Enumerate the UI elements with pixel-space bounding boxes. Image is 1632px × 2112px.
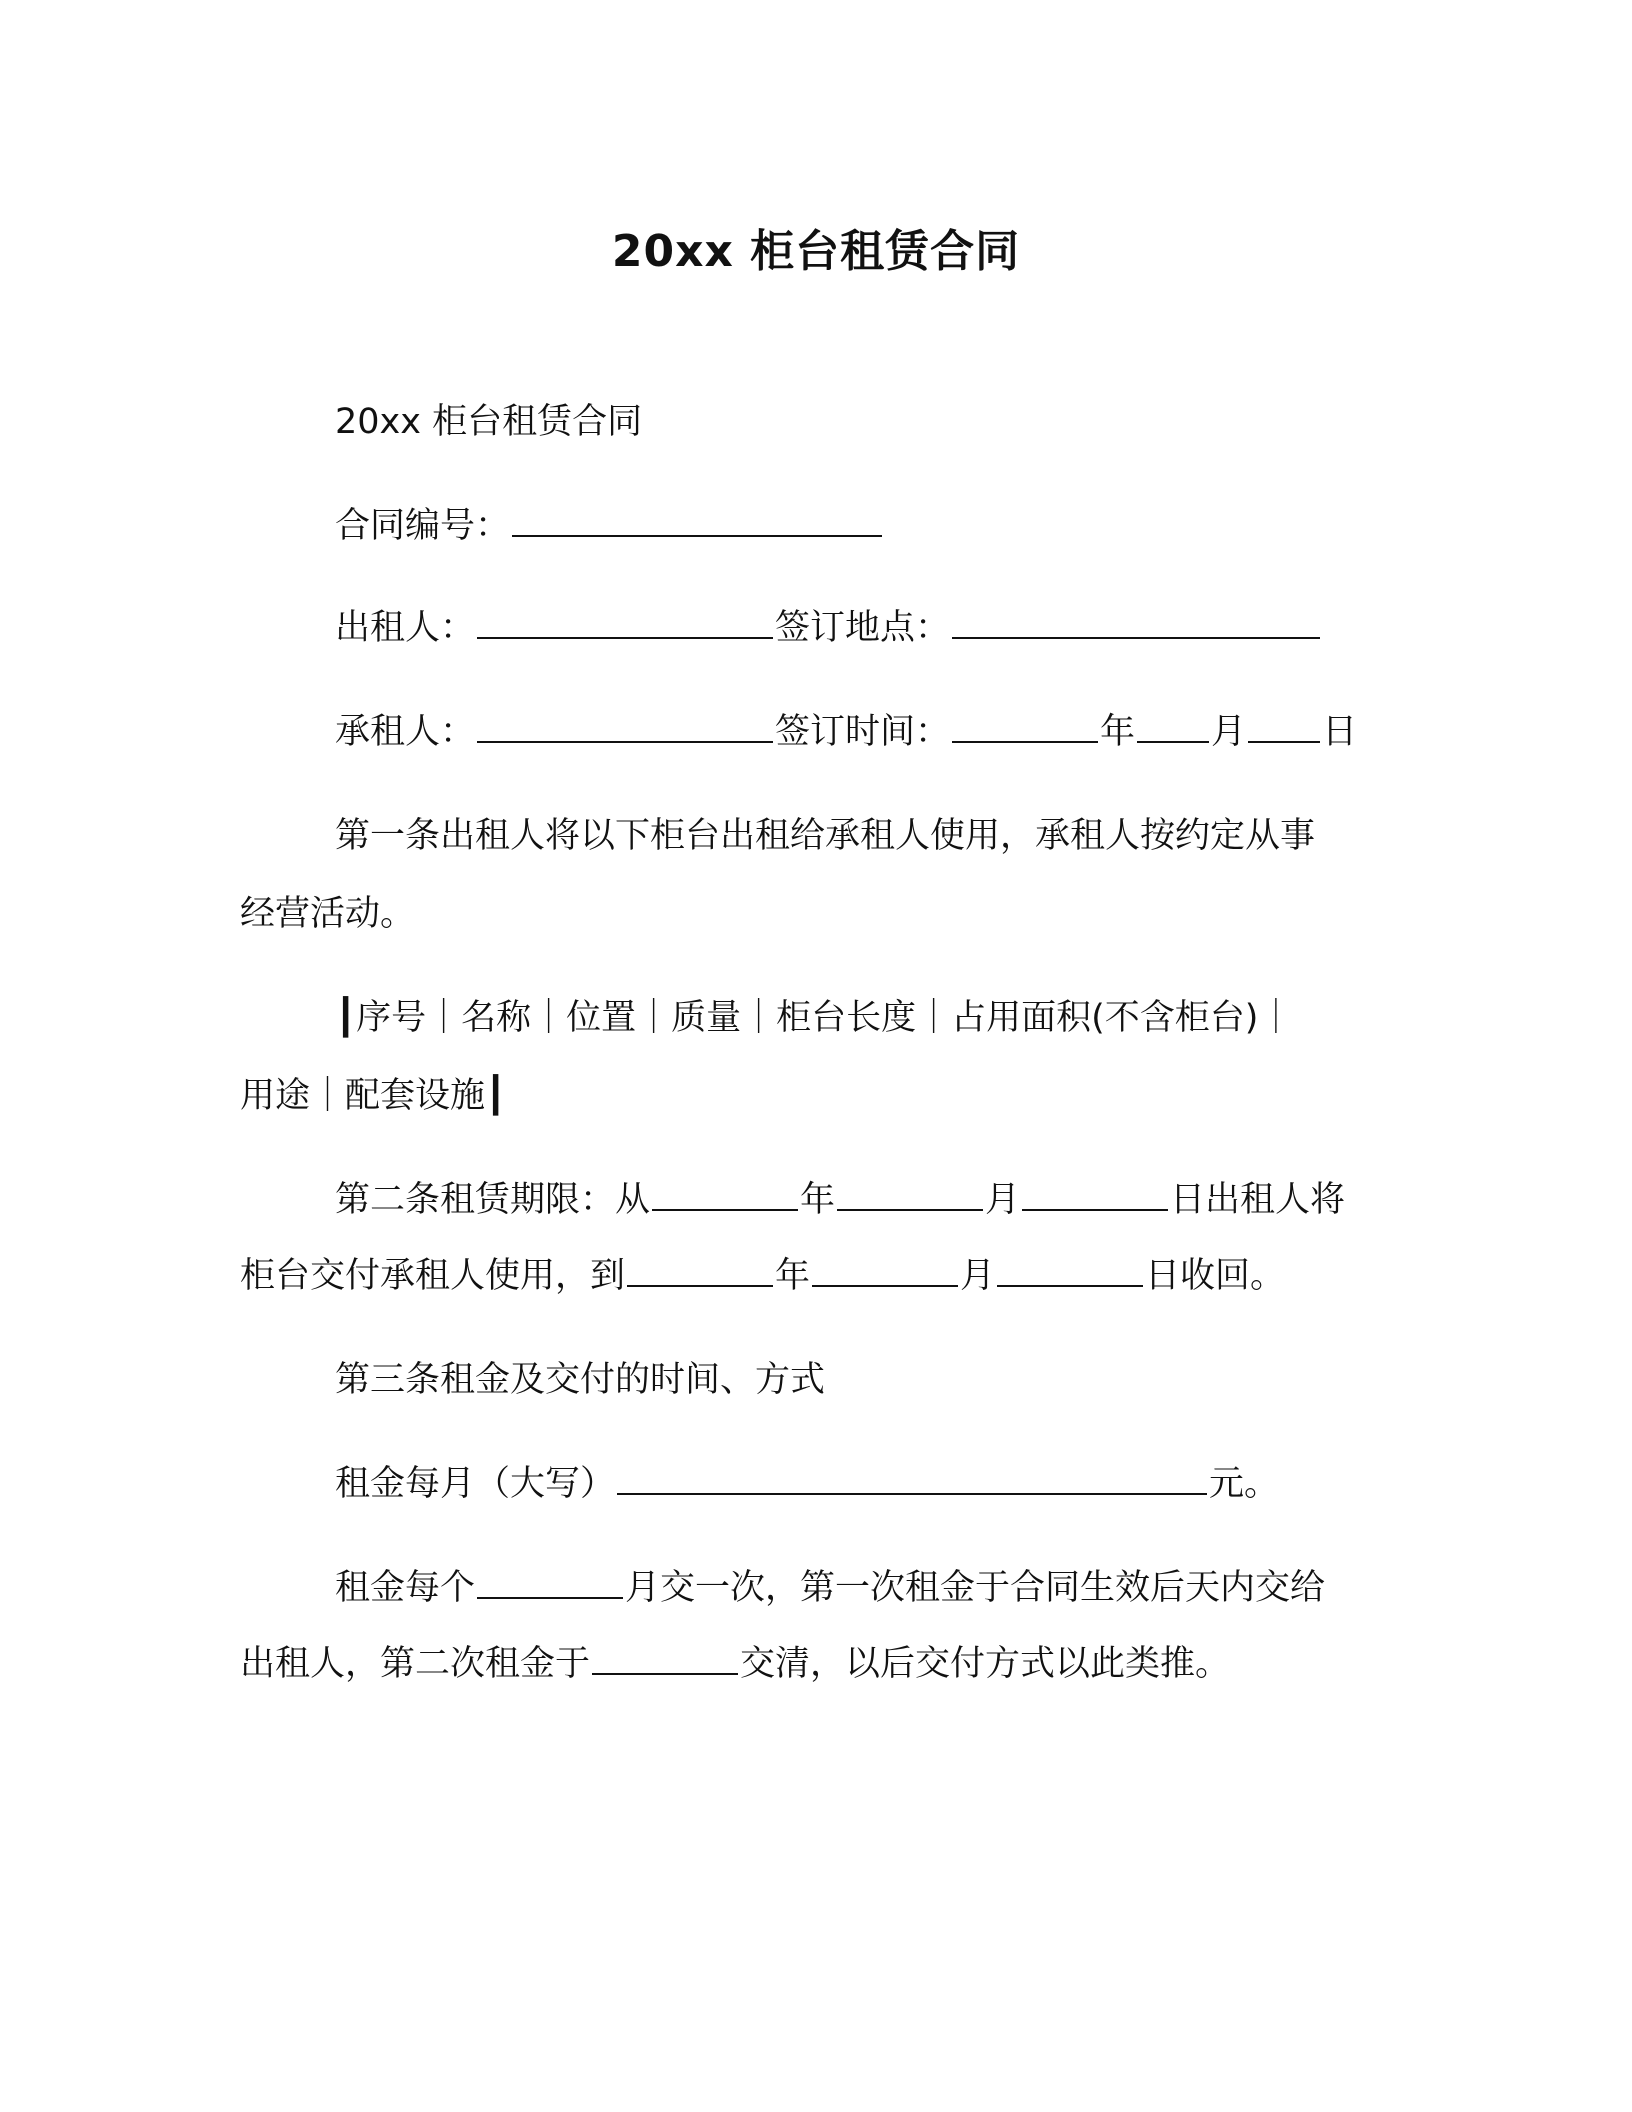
lessee-label: 承租人： [335, 712, 476, 752]
lessor-line [335, 604, 1485, 652]
rent-every-prefix: 租金每个 [335, 1568, 476, 1608]
second-rent-date-blank[interactable] [592, 1643, 738, 1675]
article2-suffix2: 日收回。 [1145, 1256, 1286, 1296]
lessor-label: 出租人： [335, 608, 476, 648]
article2-line2 [240, 1252, 1390, 1300]
contract-no-blank[interactable] [512, 505, 882, 537]
sign-year-blank[interactable] [952, 711, 1098, 743]
rent-monthly-suffix: 元。 [1209, 1464, 1280, 1504]
end-year-label: 年 [775, 1256, 811, 1296]
lessee-blank[interactable] [477, 711, 773, 743]
year-label: 年 [1100, 712, 1136, 752]
end-month-blank[interactable] [812, 1255, 958, 1287]
lessee-line [335, 708, 1485, 756]
start-year-label: 年 [800, 1180, 836, 1220]
article1-line2: 经营活动。 [240, 894, 416, 934]
document-title: 20xx 柜台租赁合同 [611, 226, 1021, 277]
start-day-blank[interactable] [1022, 1179, 1168, 1211]
table-header-line2: 用途｜配套设施┃ [240, 1076, 507, 1116]
day-label: 日 [1322, 712, 1358, 752]
rent-amount-blank[interactable] [617, 1463, 1207, 1495]
rent-line2-suffix: 交清，以后交付方式以此类推。 [740, 1644, 1231, 1684]
table-header-line1: ┃序号｜名称｜位置｜质量｜柜台长度｜占用面积(不含柜台)｜ [335, 998, 1294, 1038]
sign-time-label: 签订时间： [775, 712, 951, 752]
month-label: 月 [1211, 712, 1247, 752]
article2-prefix: 第二条租赁期限：从 [335, 1180, 651, 1220]
sign-place-blank[interactable] [952, 607, 1320, 639]
end-month-label: 月 [960, 1256, 996, 1296]
end-year-blank[interactable] [627, 1255, 773, 1287]
start-month-blank[interactable] [837, 1179, 983, 1211]
sign-month-blank[interactable] [1137, 711, 1209, 743]
rent-monthly-line [335, 1460, 1485, 1508]
start-month-label: 月 [985, 1180, 1021, 1220]
lessor-blank[interactable] [477, 607, 773, 639]
rent-line2 [240, 1640, 1390, 1688]
subtitle: 20xx 柜台租赁合同 [335, 402, 643, 442]
article2-line2-prefix: 柜台交付承租人使用，到 [240, 1256, 626, 1296]
sign-place-label: 签订地点： [775, 608, 951, 648]
rent-interval-blank[interactable] [477, 1567, 623, 1599]
rent-every-middle: 月交一次，第一次租金于合同生效后天内交给 [625, 1568, 1326, 1608]
start-year-blank[interactable] [652, 1179, 798, 1211]
contract-no-line [335, 502, 1485, 550]
article3-title: 第三条租金及交付的时间、方式 [335, 1360, 826, 1400]
contract-no-label: 合同编号： [335, 506, 511, 546]
end-day-blank[interactable] [997, 1255, 1143, 1287]
article2-suffix1: 日出租人将 [1170, 1180, 1346, 1220]
sign-day-blank[interactable] [1248, 711, 1320, 743]
rent-line2-prefix: 出租人，第二次租金于 [240, 1644, 591, 1684]
rent-monthly-prefix: 租金每月（大写） [335, 1464, 616, 1504]
article2-line1 [335, 1176, 1485, 1224]
rent-every-line [335, 1564, 1485, 1612]
article1-line1: 第一条出租人将以下柜台出租给承租人使用，承租人按约定从事 [335, 816, 1316, 856]
